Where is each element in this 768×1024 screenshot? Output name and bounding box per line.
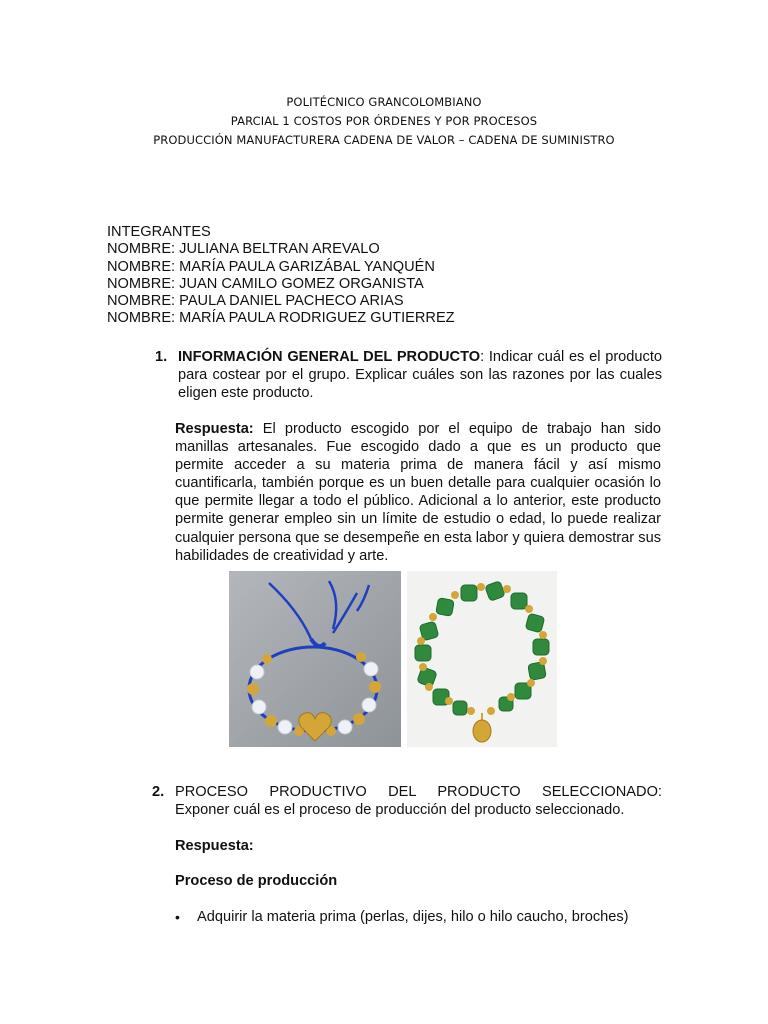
institution-title: POLITÉCNICO GRANCOLOMBIANO (286, 95, 482, 109)
member-name: NOMBRE: JULIANA BELTRAN AREVALO (107, 241, 380, 258)
document-header (0, 93, 768, 150)
member-name: NOMBRE: PAULA DANIEL PACHECO ARIAS (107, 293, 404, 310)
section-2-heading: PROCESO PRODUCTIVO DEL PRODUCTO SELECCIONADO: (175, 784, 662, 800)
section-1-prompt: : Indicar cuál es el producto para costear por el grupo. Explicar cuáles son las razones por las cuales eligen este producto. (178, 349, 663, 402)
exam-title: PARCIAL 1 COSTOS POR ÓRDENES Y POR PROCESOS (230, 114, 538, 128)
section-1 (178, 348, 662, 402)
topic-title: PRODUCCIÓN MANUFACTURERA CADENA DE VALOR – CADENA DE SUMINISTRO (153, 133, 615, 147)
section-2-prompt: Exponer cuál es el proceso de producción del producto seleccionado. (175, 802, 625, 818)
member-name: NOMBRE: JUAN CAMILO GOMEZ ORGANISTA (107, 275, 424, 292)
members-title: INTEGRANTES (107, 224, 211, 240)
member-name: NOMBRE: MARÍA PAULA RODRIGUEZ GUTIERREZ (107, 310, 455, 327)
green-bracelet-image (407, 571, 557, 747)
section-1-question (178, 348, 662, 402)
process-subheading: Proceso de producción (175, 873, 338, 889)
bullet-marker: • (175, 909, 180, 925)
section-1-answer (175, 420, 661, 565)
section-1-number: 1. (155, 349, 168, 365)
members-list (107, 224, 455, 328)
section-1-heading: INFORMACIÓN GENERAL DEL PRODUCTO (178, 349, 481, 365)
blue-bracelet-image (229, 571, 401, 747)
answer-text: El producto escogido por el equipo de trabajo han sido manillas artesanales. Fue escogido dado a que es un producto que permite acceder a su materia prima de manera fácil y así mismo cuantificarla, también porque es un buen detalle para cualquier ocasión lo que permite llegar a todo el público. Adicional a lo anterior, este producto permite generar empleo sin un límite de estudio o edad, lo puede realizar cualquier persona que se desempeñe en esta labor y quiera demostrar sus habilidades de creatividad y arte. (175, 421, 661, 564)
section-2-number: 2. (152, 784, 165, 800)
answer-label: Respuesta: (175, 421, 254, 437)
section-2-answer-label: Respuesta: (175, 838, 254, 854)
process-step: Adquirir la materia prima (perlas, dijes, hilo o hilo caucho, broches) (197, 909, 629, 925)
member-name: NOMBRE: MARÍA PAULA GARIZÁBAL YANQUÉN (107, 258, 435, 275)
green-bracelet-photo (407, 571, 557, 747)
blue-bracelet-photo (229, 571, 401, 747)
